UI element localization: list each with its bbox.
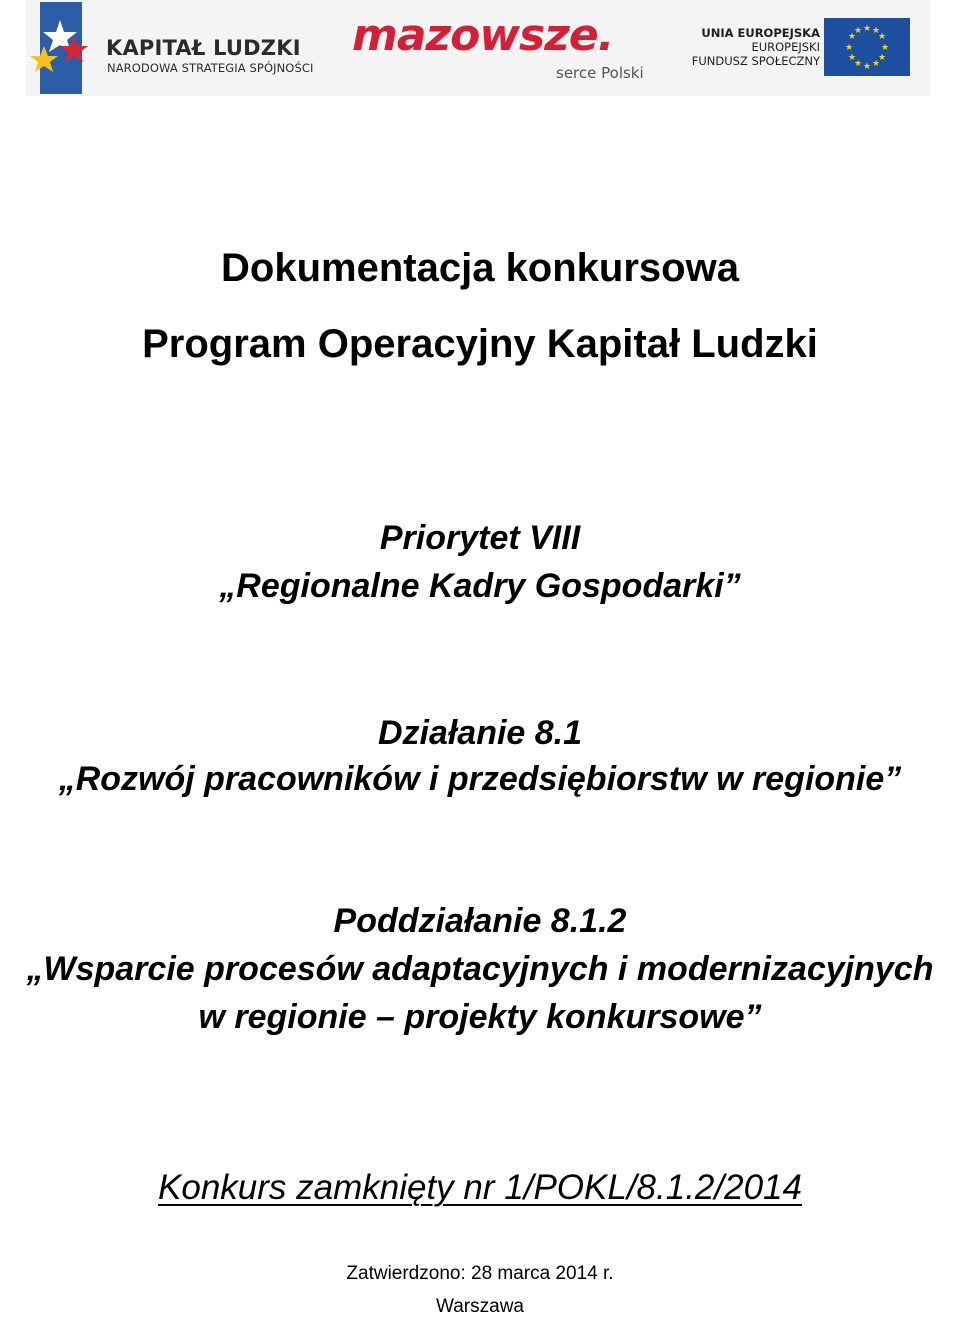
svg-text:★: ★ <box>847 32 857 42</box>
svg-text:★: ★ <box>862 24 872 34</box>
mazowsze-logo <box>350 4 660 94</box>
svg-text:★: ★ <box>853 59 863 69</box>
kapital-ludzki-title: KAPITAŁ LUDZKI <box>106 36 301 60</box>
city: Warszawa <box>436 1296 524 1317</box>
document-title: Dokumentacja konkursowa <box>221 246 739 290</box>
priority-label: Priorytet VIII <box>379 519 581 557</box>
action-label: Działanie 8.1 <box>377 714 583 752</box>
kapital-ludzki-emblem-icon <box>30 2 90 94</box>
eu-line3: FUNDUSZ SPOŁECZNY <box>691 54 820 68</box>
program-name: Program Operacyjny Kapitał Ludzki <box>142 322 818 366</box>
svg-text:★: ★ <box>871 59 881 69</box>
svg-text:★: ★ <box>862 62 872 72</box>
eu-line2: EUROPEJSKI <box>751 40 820 54</box>
subaction-name-line1: „Wsparcie procesów adaptacyjnych i modernizacyjnych <box>26 950 934 988</box>
kapital-ludzki-logo <box>30 2 320 94</box>
priority-name: „Regionalne Kadry Gospodarki” <box>219 567 741 605</box>
approval-date: Zatwierdzono: 28 marca 2014 r. <box>346 1263 614 1284</box>
svg-text:★: ★ <box>880 43 890 53</box>
svg-text:★: ★ <box>871 26 881 36</box>
mazowsze-wordmark: mazowsze. <box>352 10 614 61</box>
contest-number <box>0 1168 960 1208</box>
eu-flag-icon <box>824 18 910 76</box>
svg-text:★: ★ <box>877 32 887 42</box>
eu-line1: UNIA EUROPEJSKA <box>701 26 820 40</box>
svg-text:★: ★ <box>844 43 854 53</box>
subaction-name-line2: w regionie – projekty konkursowe” <box>198 998 762 1036</box>
action-name: „Rozwój pracowników i przedsiębiorstw w regionie” <box>58 760 902 798</box>
eu-logo <box>690 18 920 80</box>
svg-text:★: ★ <box>847 53 857 63</box>
eu-text <box>692 26 820 68</box>
svg-text:★: ★ <box>877 53 887 63</box>
mazowsze-tagline: serce Polski <box>556 64 644 82</box>
subaction-label: Poddziałanie 8.1.2 <box>333 902 627 940</box>
svg-text:★: ★ <box>853 26 863 36</box>
kapital-ludzki-subtitle: NARODOWA STRATEGIA SPÓJNOŚCI <box>107 61 314 75</box>
contest-number-text: Konkurs zamknięty nr 1/POKL/8.1.2/2014 <box>158 1168 802 1207</box>
